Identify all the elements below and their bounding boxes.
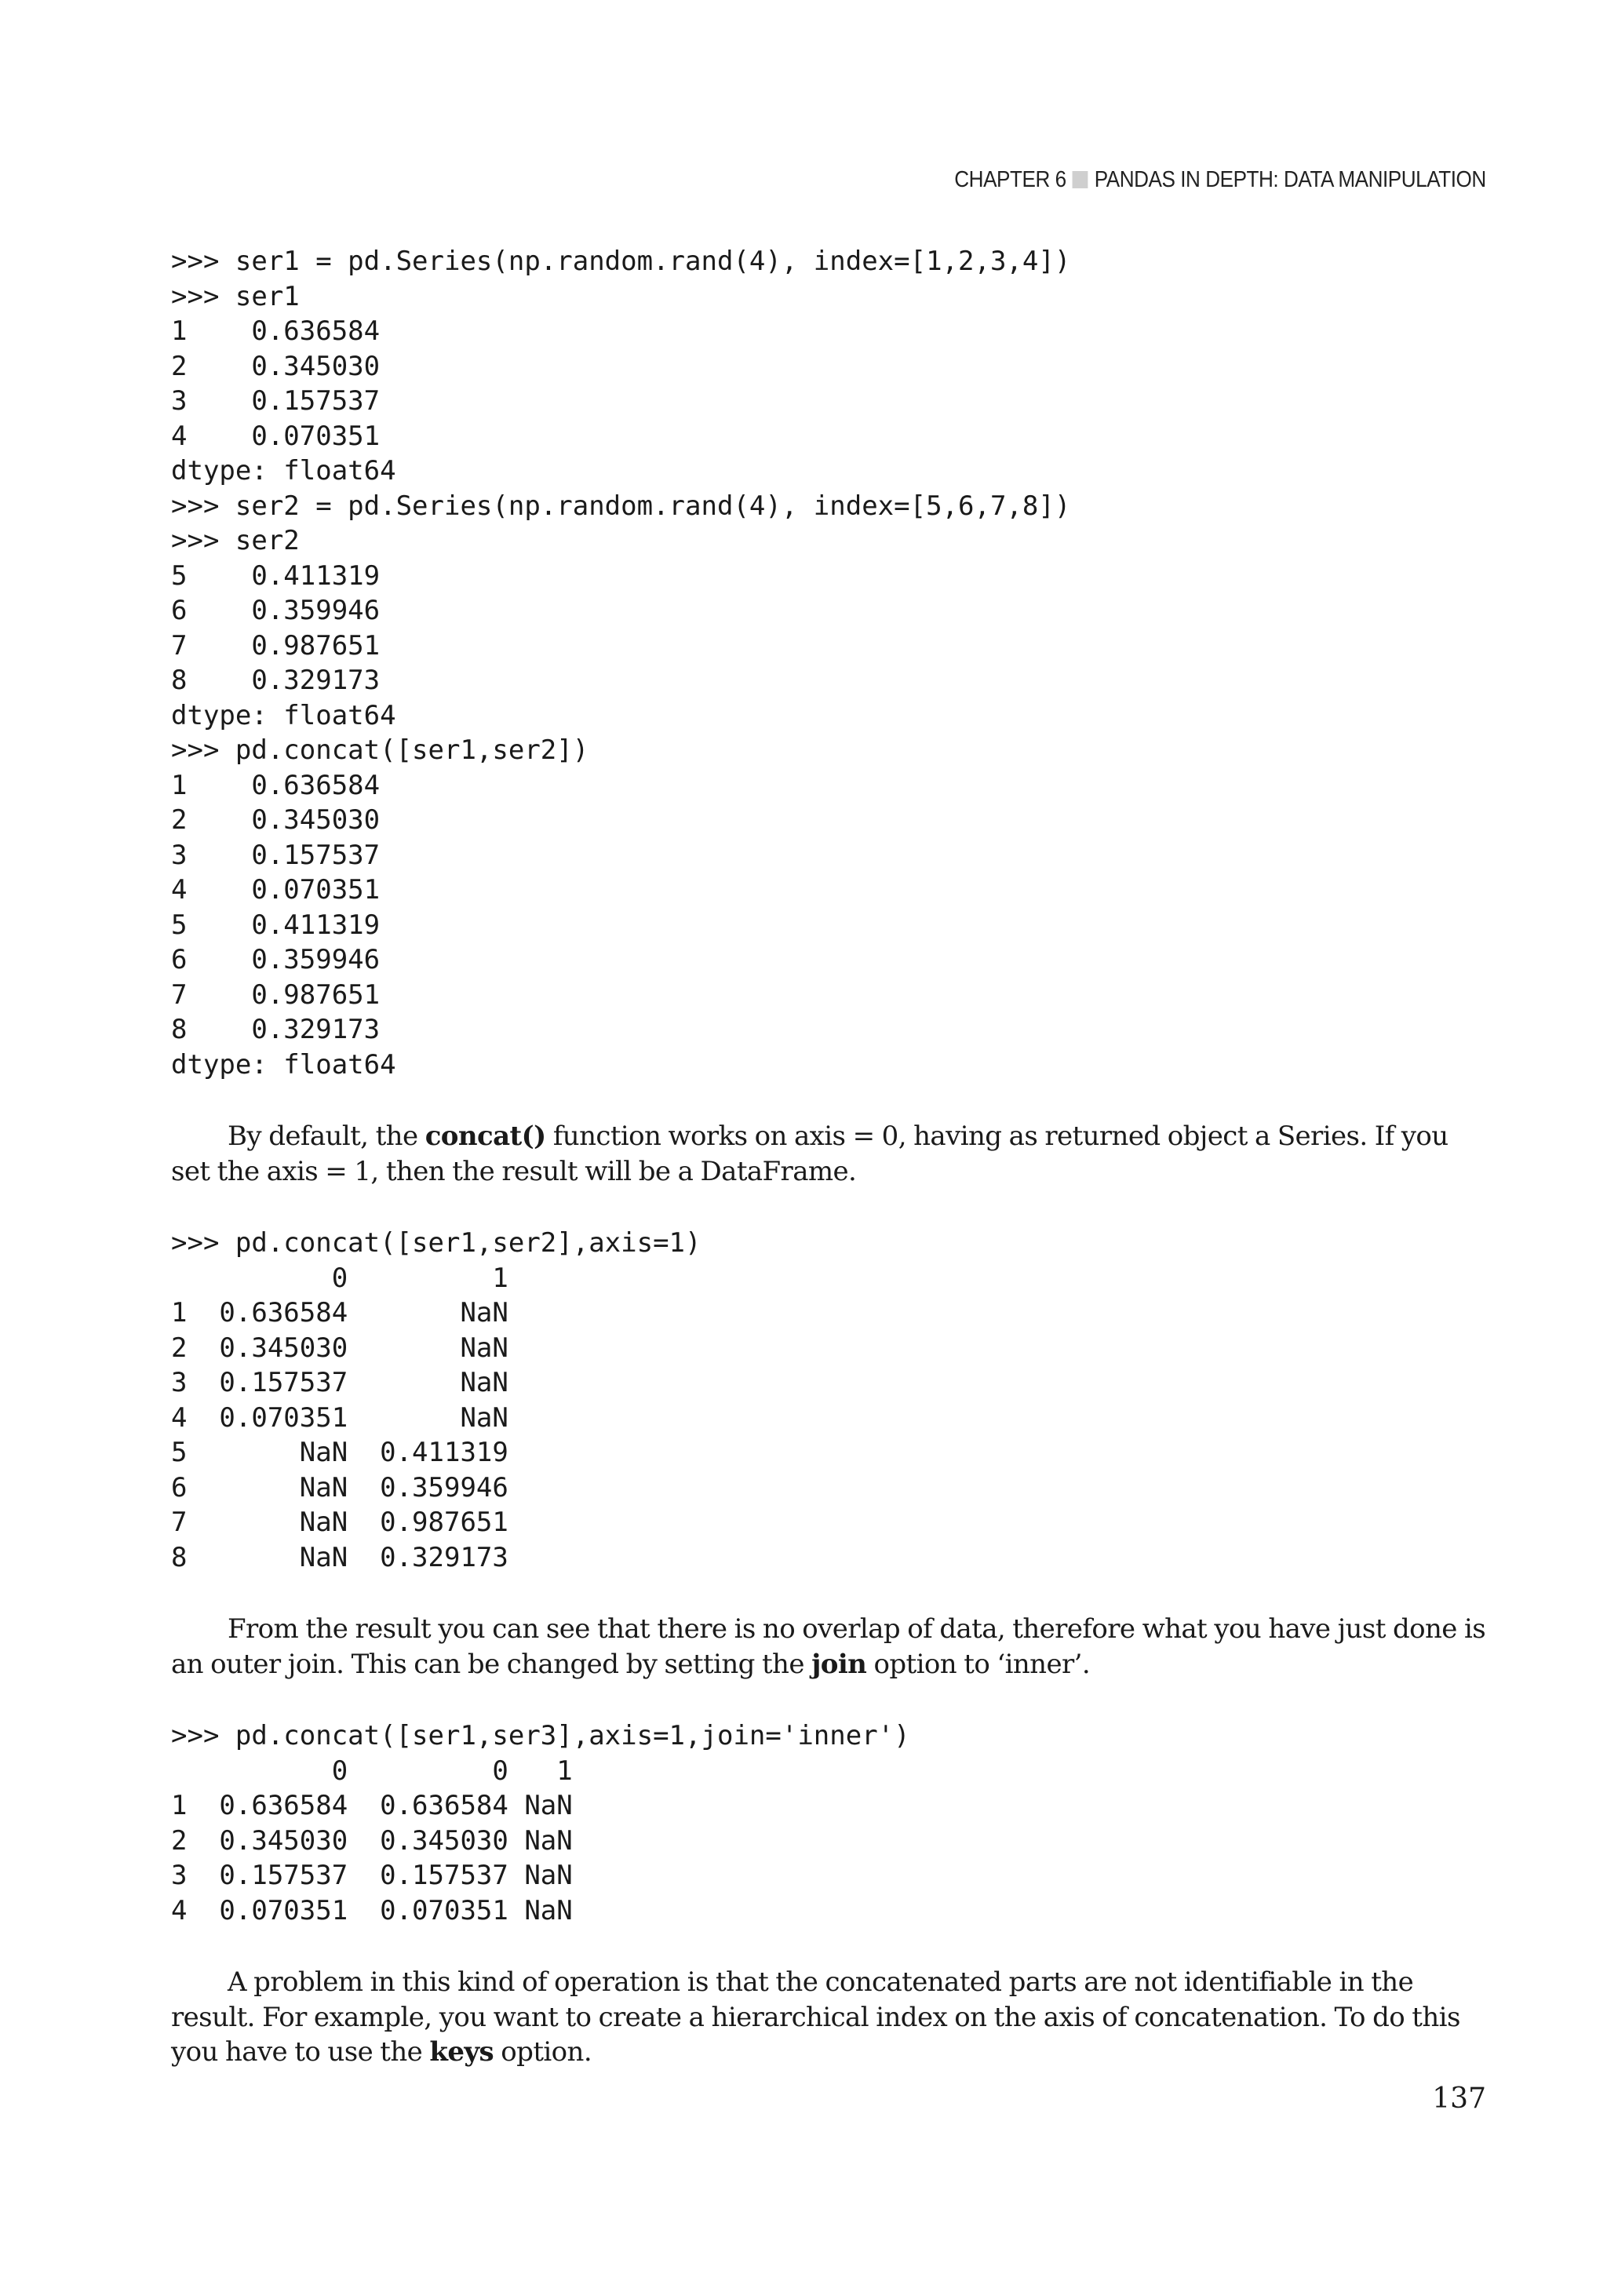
inline-code-concat: concat() (425, 1121, 546, 1152)
header-separator-square (1073, 171, 1088, 188)
code-block-inner-join: >>> pd.concat([ser1,ser3],axis=1,join='inner') 0 0 1 1 0.636584 0.636584 NaN 2 0.345030 0.345030 NaN 3 0.157537 0.157537 NaN 4 0.070351 0.070351 NaN (171, 1720, 910, 1926)
paragraph-concat-axis: By default, the concat() function works on axis = 0, having as returned object a Series. If you set the axis = 1, then the result will be a DataFrame. (171, 1121, 1448, 1187)
code-block-series-concat: >>> ser1 = pd.Series(np.random.rand(4), index=[1,2,3,4]) >>> ser1 1 0.636584 2 0.345030 3 0.157537 4 0.070351 dtype: float64 >>> ser2 = pd.Series(np.random.rand(4), index=[5,6,7,8]) >>> ser2 5 0.411319 6 0.359946 7 0.987651 8 0.329173 dtype: float64 >>> pd.concat([ser1,ser2]) 1 0.636584 2 0.345030 3 0.157537 4 0.070351 5 0.411319 6 0.359946 7 0.987651 8 0.329173 dtype: float64 (171, 246, 1071, 1081)
paragraph-keys-option: A problem in this kind of operation is that the concatenated parts are not identifiable in the result. For example, you want to create a hierarchical index on the axis of concatenation. To do this you have to use the keys option. (171, 1966, 1460, 2068)
code-block-concat-axis1: >>> pd.concat([ser1,ser2],axis=1) 0 1 1 0.636584 NaN 2 0.345030 NaN 3 0.157537 NaN 4 0.070351 NaN 5 NaN 0.411319 6 NaN 0.359946 7 NaN 0.987651 8 NaN 0.329173 (171, 1227, 701, 1573)
chapter-title: PANDAS IN DEPTH: DATA MANIPULATION (1094, 167, 1486, 192)
page-content (171, 244, 1489, 2070)
inline-term-join: join (811, 1648, 867, 1680)
page-number: 137 (1432, 2083, 1486, 2115)
inline-term-keys: keys (429, 2036, 494, 2068)
paragraph-outer-join: From the result you can see that there is no overlap of data, therefore what you have just done is an outer join. This can be changed by setting the join option to ‘inner’. (171, 1613, 1486, 1680)
running-header (955, 167, 1486, 193)
chapter-label: CHAPTER 6 (954, 167, 1066, 192)
